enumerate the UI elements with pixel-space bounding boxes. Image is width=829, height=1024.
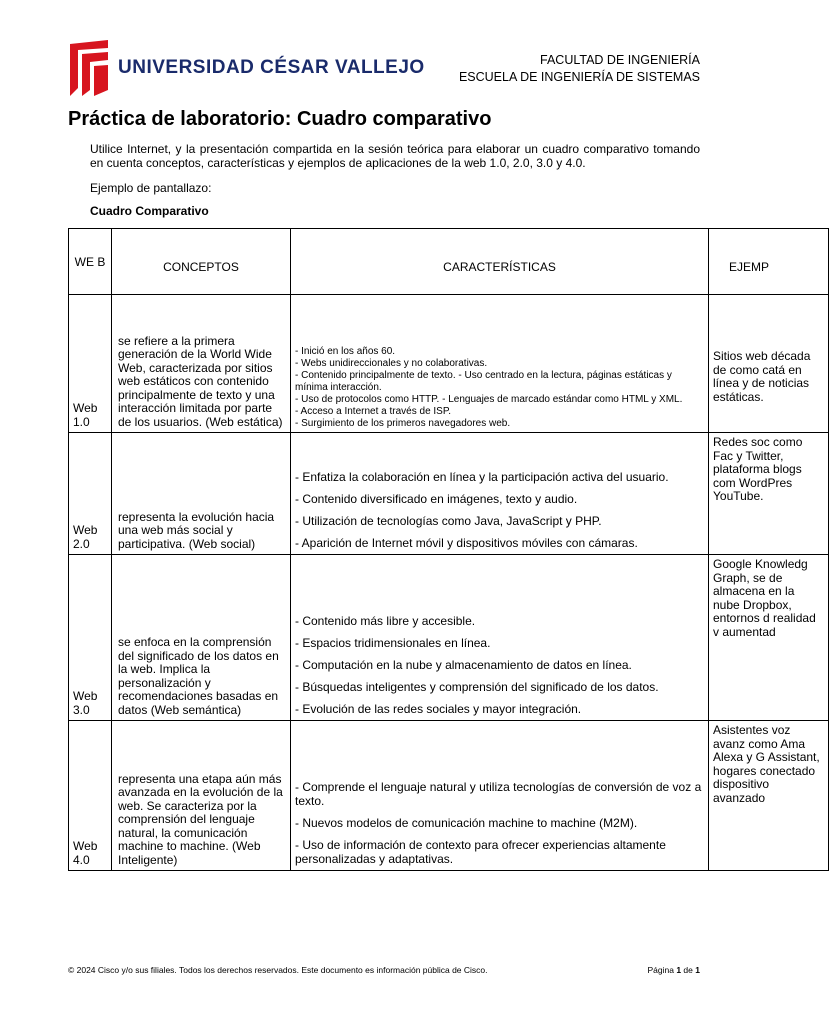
concept-cell: se enfoca en la comprensión del significado de los datos en la web. Implica la personalización y recomendaciones basadas en datos (Web semántica) [112, 555, 291, 721]
concept-cell: representa una etapa aún más avanzada en la evolución de la web. Se caracteriza por la comprensión del lenguaje natural, la comunicación machine to machine. (Web Inteligente) [112, 721, 291, 871]
table-row [69, 721, 829, 871]
characteristics-cell [291, 433, 709, 555]
university-name: UNIVERSIDAD CÉSAR VALLEJO [118, 57, 425, 78]
header-web: WE B [69, 229, 112, 295]
example-cell: Redes soc como Fac y Twitter, plataforma blogs com WordPres YouTube. [709, 433, 829, 555]
intro-paragraph: Utilice Internet, y la presentación compartida en la sesión teórica para elaborar un cuadro comparativo tomando en cuenta conceptos, características y ejemplos de aplicaciones de la web 1.0, 2.0, 3.0 y 4.0. [90, 142, 700, 170]
concept-cell: se refiere a la primera generación de la World Wide Web, caracterizada por sitios web estáticos con contenido principalmente de texto y una interacción limitada por parte de los usuarios. (Web estática) [112, 295, 291, 433]
faculty-header [459, 52, 700, 86]
school-name: ESCUELA DE INGENIERÍA DE SISTEMAS [458, 70, 700, 84]
comparison-table [68, 228, 829, 871]
characteristic-item: - Inició en los años 60. [295, 346, 396, 357]
example-label: Ejemplo de pantallazo: [90, 181, 212, 195]
table-header-row [69, 229, 829, 295]
characteristic-item: - Webs unidireccionales y no colaborativas. [295, 358, 488, 369]
characteristics-cell [291, 721, 709, 871]
web-version: Web 3.0 [69, 555, 112, 721]
characteristic-item: - Computación en la nube y almacenamiento de datos en línea. [295, 658, 632, 672]
table-row [69, 555, 829, 721]
page-total: 1 [695, 965, 700, 975]
characteristic-item: - Aparición de Internet móvil y dispositivos móviles con cámaras. [295, 536, 638, 550]
characteristic-item: - Contenido principalmente de texto. - Uso centrado en la lectura, páginas estáticas y mínima interacción. [295, 370, 672, 393]
characteristic-item: - Surgimiento de los primeros navegadores web. [295, 418, 511, 429]
ucv-emblem-icon [68, 40, 110, 96]
page-of: de [683, 965, 693, 975]
example-cell: Sitios web década de como catá en línea y de noticias estáticas. [709, 295, 829, 433]
characteristic-item: - Contenido diversificado en imágenes, texto y audio. [295, 492, 578, 506]
university-logo [68, 40, 425, 96]
footer-copyright: © 2024 Cisco y/o sus filiales. Todos los derechos reservados. Este documento es información pública de Cisco. [68, 965, 488, 975]
characteristic-item: - Utilización de tecnologías como Java, JavaScript y PHP. [295, 514, 602, 528]
example-cell: Asistentes voz avanz como Ama Alexa y G Assistant, hogares conectado dispositivo avanzado [709, 721, 829, 871]
characteristic-item: - Acceso a Internet a través de ISP. [295, 406, 452, 417]
characteristic-item: - Búsquedas inteligentes y comprensión del significado de los datos. [295, 680, 659, 694]
header-examples: EJEMP [709, 229, 829, 295]
characteristic-item: - Uso de información de contexto para ofrecer experiencias altamente personalizadas y adaptativas. [295, 838, 666, 866]
characteristic-item: - Nuevos modelos de comunicación machine to machine (M2M). [295, 816, 638, 830]
table-subtitle: Cuadro Comparativo [90, 204, 209, 218]
header-concepts: CONCEPTOS [112, 229, 291, 295]
characteristic-item: - Comprende el lenguaje natural y utiliza tecnologías de conversión de voz a texto. [295, 780, 702, 808]
characteristic-item: - Enfatiza la colaboración en línea y la participación activa del usuario. [295, 470, 669, 484]
page-number [647, 965, 700, 975]
characteristic-item: - Espacios tridimensionales en línea. [295, 636, 491, 650]
example-cell: Google Knowledg Graph, se de almacena en la nube Dropbox, entornos d realidad v aumentad [709, 555, 829, 721]
concept-cell: representa la evolución hacia una web más social y participativa. (Web social) [112, 433, 291, 555]
web-version: Web 1.0 [69, 295, 112, 433]
header-characteristics: CARACTERÍSTICAS [291, 229, 709, 295]
web-version: Web 4.0 [69, 721, 112, 871]
characteristic-item: - Uso de protocolos como HTTP. - Lenguajes de marcado estándar como HTML y XML. [295, 394, 683, 405]
characteristics-cell [291, 555, 709, 721]
characteristic-item: - Evolución de las redes sociales y mayor integración. [295, 702, 582, 716]
web-version: Web 2.0 [69, 433, 112, 555]
page-title: Práctica de laboratorio: Cuadro comparativo [68, 108, 492, 130]
page-current: 1 [676, 965, 682, 975]
table-row [69, 433, 829, 555]
characteristic-item: - Contenido más libre y accesible. [295, 614, 476, 628]
faculty-name: FACULTAD DE INGENIERÍA [540, 53, 700, 67]
characteristics-cell [291, 295, 709, 433]
table-row [69, 295, 829, 433]
page-label: Página [647, 965, 674, 975]
